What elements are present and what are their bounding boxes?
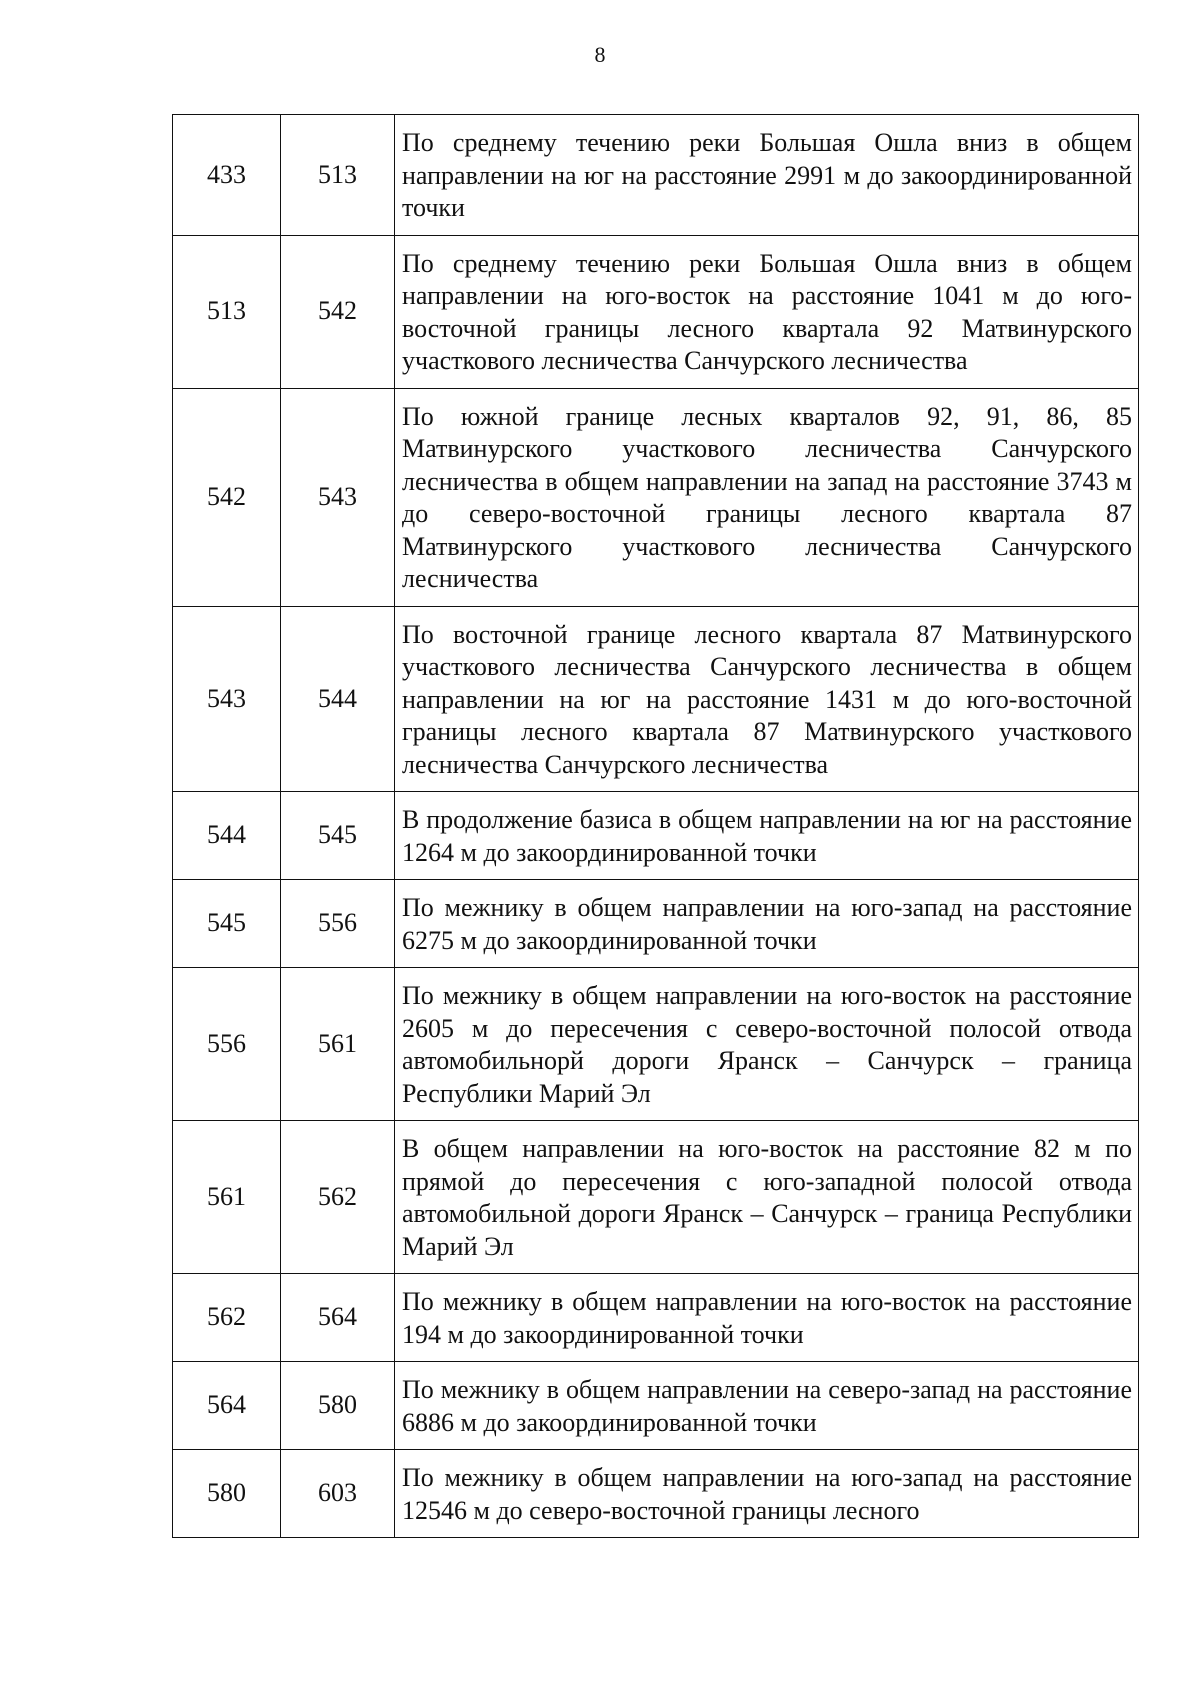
table-row <box>173 792 1139 880</box>
table-row <box>173 1274 1139 1362</box>
description-cell: По южной границе лесных кварталов 92, 91, 86, 85 Матвинурского участкового лесничества Санчурского лесничества в общем направлении на запад на расстояние 3743 м до северо-восточной границы лесного квартала 87 Матвинурского участкового лесничества Санчурского лесничества <box>395 388 1139 606</box>
from-point-cell: 564 <box>173 1362 281 1450</box>
table-row <box>173 1362 1139 1450</box>
table-row <box>173 1450 1139 1538</box>
from-point-cell: 433 <box>173 115 281 236</box>
table-row <box>173 115 1139 236</box>
from-point-cell: 556 <box>173 968 281 1121</box>
to-point-cell: 556 <box>281 880 395 968</box>
description-cell: По среднему течению реки Большая Ошла вниз в общем направлении на юго-восток на расстояние 1041 м до юго-восточной границы лесного квартала 92 Матвинурского участкового лесничества Санчурского лесничества <box>395 235 1139 388</box>
table-row <box>173 1121 1139 1274</box>
boundary-table <box>172 114 1139 1538</box>
table-row <box>173 968 1139 1121</box>
from-point-cell: 543 <box>173 606 281 792</box>
from-point-cell: 580 <box>173 1450 281 1538</box>
to-point-cell: 564 <box>281 1274 395 1362</box>
description-cell: В продолжение базиса в общем направлении на юг на расстояние 1264 м до закоординированной точки <box>395 792 1139 880</box>
description-cell: По среднему течению реки Большая Ошла вниз в общем направлении на юг на расстояние 2991 м до закоординированной точки <box>395 115 1139 236</box>
description-cell: По межнику в общем направлении на юго-запад на расстояние 6275 м до закоординированной точки <box>395 880 1139 968</box>
description-cell: По межнику в общем направлении на северо-запад на расстояние 6886 м до закоординированной точки <box>395 1362 1139 1450</box>
to-point-cell: 543 <box>281 388 395 606</box>
from-point-cell: 542 <box>173 388 281 606</box>
page-number: 8 <box>594 42 606 67</box>
from-point-cell: 561 <box>173 1121 281 1274</box>
to-point-cell: 561 <box>281 968 395 1121</box>
table-row <box>173 388 1139 606</box>
table-row <box>173 880 1139 968</box>
description-cell: В общем направлении на юго-восток на расстояние 82 м по прямой до пересечения с юго-западной полосой отвода автомобильной дороги Яранск – Санчурск – граница Республики Марий Эл <box>395 1121 1139 1274</box>
to-point-cell: 603 <box>281 1450 395 1538</box>
to-point-cell: 580 <box>281 1362 395 1450</box>
from-point-cell: 544 <box>173 792 281 880</box>
table-row <box>173 235 1139 388</box>
description-cell: По межнику в общем направлении на юго-запад на расстояние 12546 м до северо-восточной границы лесного <box>395 1450 1139 1538</box>
to-point-cell: 542 <box>281 235 395 388</box>
from-point-cell: 562 <box>173 1274 281 1362</box>
description-cell: По межнику в общем направлении на юго-восток на расстояние 194 м до закоординированной точки <box>395 1274 1139 1362</box>
to-point-cell: 544 <box>281 606 395 792</box>
to-point-cell: 513 <box>281 115 395 236</box>
description-cell: По восточной границе лесного квартала 87 Матвинурского участкового лесничества Санчурского лесничества в общем направлении на юг на расстояние 1431 м до юго-восточной границы лесного квартала 87 Матвинурского участкового лесничества Санчурского лесничества <box>395 606 1139 792</box>
from-point-cell: 513 <box>173 235 281 388</box>
from-point-cell: 545 <box>173 880 281 968</box>
table-row <box>173 606 1139 792</box>
to-point-cell: 545 <box>281 792 395 880</box>
description-cell: По межнику в общем направлении на юго-восток на расстояние 2605 м до пересечения с северо-восточной полосой отвода автомобильнорй дороги Яранск – Санчурск – граница Республики Марий Эл <box>395 968 1139 1121</box>
to-point-cell: 562 <box>281 1121 395 1274</box>
